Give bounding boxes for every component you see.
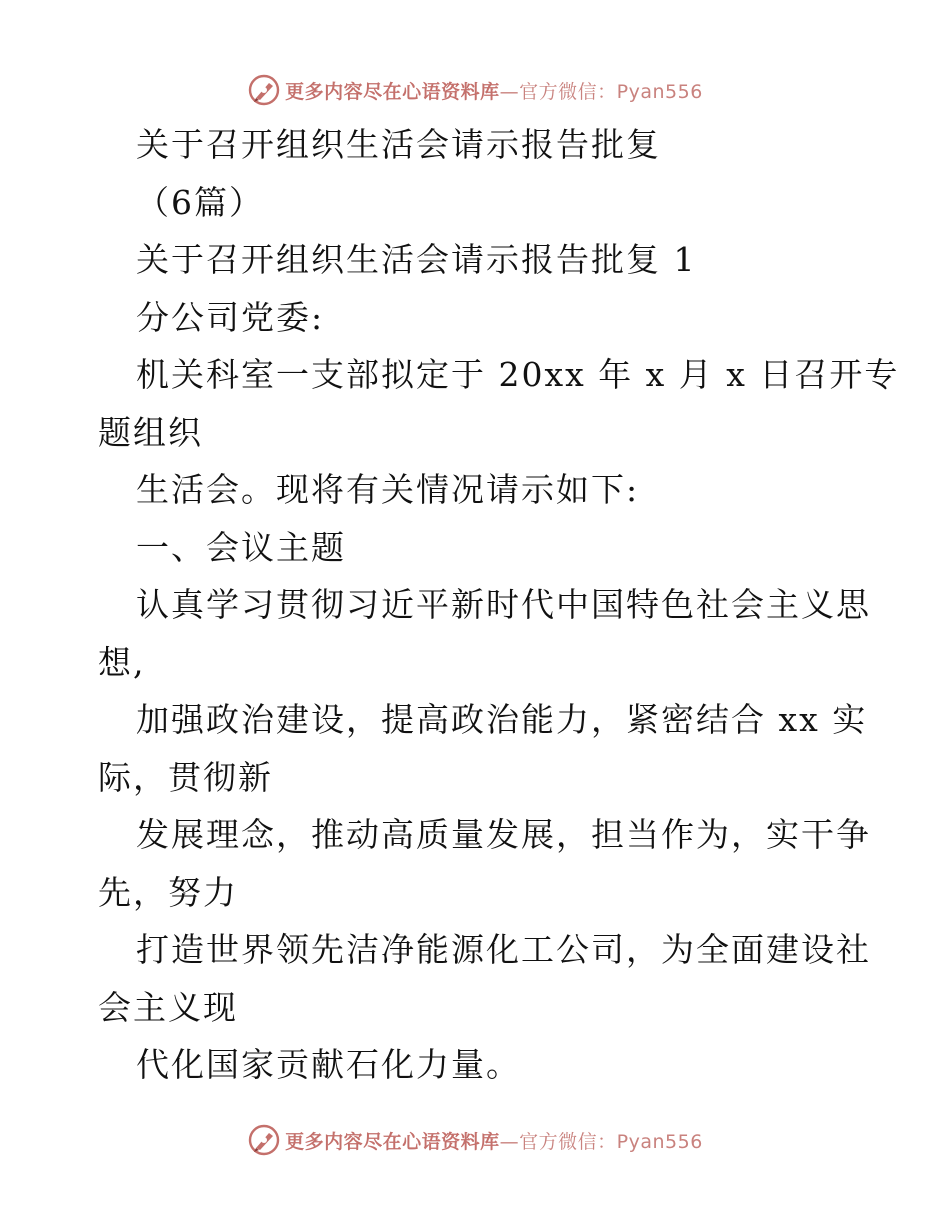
paragraph-line: 认真学习贯彻习近平新时代中国特色社会主义思 — [136, 585, 871, 624]
watermark-contact-text: 官方微信：Pyan556 — [519, 80, 703, 103]
paragraph-line: 发展理念，推动高质量发展，担当作为，实干争 — [136, 815, 871, 854]
subheading: 一、会议主题 — [136, 527, 346, 567]
paragraph-line: 会主义现 — [98, 987, 238, 1027]
watermark-site-text: 更多内容尽在心语资料库 — [285, 1130, 500, 1153]
pen-logo-icon — [247, 73, 281, 107]
document-title: 关于召开组织生活会请示报告批复 — [136, 125, 661, 164]
watermark-footer — [0, 1120, 950, 1160]
paragraph-line: 代化国家贡献石化力量。 — [136, 1045, 521, 1084]
watermark-header — [0, 70, 950, 110]
watermark-dash: — — [499, 1130, 520, 1153]
paragraph-line: 题组织 — [98, 412, 203, 452]
pen-logo-icon — [247, 1123, 281, 1157]
watermark-dash: — — [499, 80, 520, 103]
paragraph-line: 想, — [98, 642, 146, 682]
section-heading: 关于召开组织生活会请示报告批复 1 — [136, 240, 697, 279]
paragraph-line: 加强政治建设，提高政治能力，紧密结合 xx 实 — [136, 700, 868, 739]
paragraph-line: 际，贯彻新 — [98, 757, 273, 797]
document-subtitle: （6篇） — [136, 182, 264, 222]
watermark-site-text: 更多内容尽在心语资料库 — [285, 80, 500, 103]
watermark-text — [285, 1127, 703, 1154]
watermark-text — [285, 77, 703, 104]
watermark-contact-text: 官方微信：Pyan556 — [519, 1130, 703, 1153]
paragraph-line: 打造世界领先洁净能源化工公司，为全面建设社 — [136, 930, 871, 969]
paragraph-line: 机关科室一支部拟定于 20xx 年 x 月 x 日召开专 — [136, 355, 900, 394]
paragraph-line: 生活会。现将有关情况请示如下: — [136, 470, 640, 509]
addressee: 分公司党委: — [136, 297, 325, 337]
paragraph-line: 先，努力 — [98, 872, 238, 912]
document-body — [98, 116, 900, 1094]
